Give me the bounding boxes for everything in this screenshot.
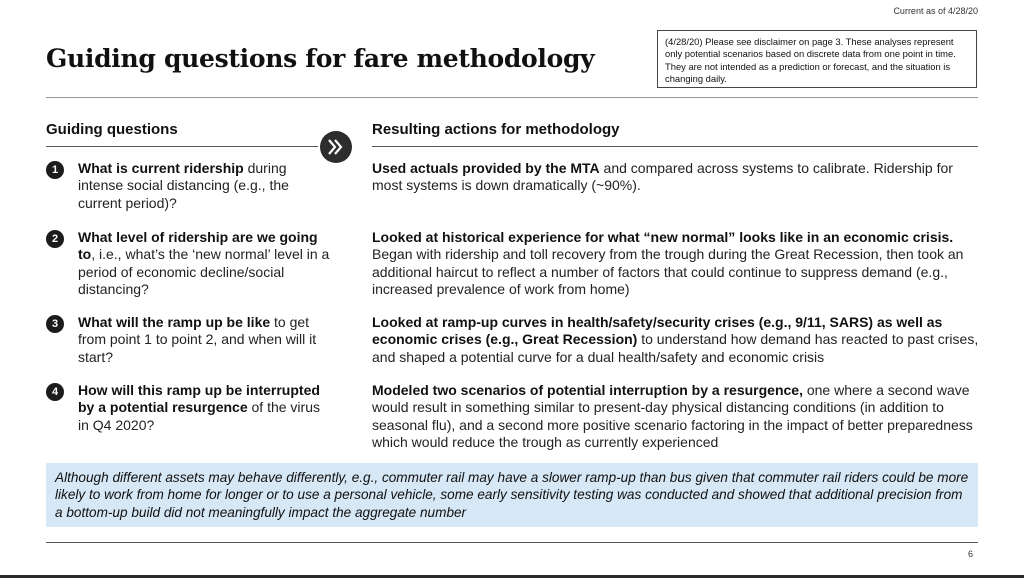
footer-divider xyxy=(46,542,978,543)
action-emphasis: Used actuals provided by the MTA xyxy=(372,160,600,176)
left-header-divider xyxy=(46,146,318,147)
action-detail: to understand how demand has reacted to past crises, and shaped a potential curve for a dual health/safety and economic crisis xyxy=(372,331,979,365)
number-badge: 2 xyxy=(46,230,64,248)
question-text xyxy=(78,160,333,212)
page-number: 6 xyxy=(968,549,974,559)
question-detail: , i.e., what’s the ‘new normal’ level in a period of economic decline/social distancing? xyxy=(78,246,330,298)
action-detail: and compared across systems to calibrate. Ridership for most systems is down dramatically (~90%). xyxy=(372,160,953,194)
chevron-double-right-icon xyxy=(320,131,352,163)
question-text xyxy=(78,229,333,299)
action-text xyxy=(372,382,984,452)
resulting-actions-header: Resulting actions for methodology xyxy=(372,121,620,138)
title-divider xyxy=(46,97,978,98)
question-text xyxy=(78,382,333,434)
action-detail: one where a second wave would result in something similar to present-day physical distancing conditions (in addition to seasonal flu), and a second more positive scenario factoring in the impact of better preparedness which would reduce the trough as currently experienced xyxy=(372,382,973,451)
question-text xyxy=(78,314,333,366)
action-detail: Began with ridership and toll recovery from the trough during the Great Recession, then took an additional haircut to reflect a number of factors that could continue to suppress demand (e.g., increased prevalence of work from home) xyxy=(372,246,964,298)
action-text xyxy=(372,314,984,366)
question-emphasis: How will this ramp up be interrupted by a potential resurgence xyxy=(78,382,320,416)
number-badge: 3 xyxy=(46,315,64,333)
question-detail: during intense social distancing (e.g., the current period)? xyxy=(78,160,289,211)
action-text xyxy=(372,229,984,299)
number-badge: 1 xyxy=(46,161,64,179)
action-emphasis: Modeled two scenarios of potential interruption by a resurgence, xyxy=(372,382,803,398)
action-text xyxy=(372,160,984,195)
action-emphasis: Looked at historical experience for what “new normal” looks like in an economic crisis. xyxy=(372,229,954,245)
question-detail: of the virus in Q4 2020? xyxy=(78,399,320,433)
sensitivity-note-box: Although different assets may behave differently, e.g., commuter rail may have a slower ramp-up than bus given that commuter rail riders could be more likely to work from home for longer or to use a personal vehicle, some early sensitivity testing was conducted and showed that additional precision from a bottom-up build did not meaningfully impact the aggregate number xyxy=(46,463,978,527)
question-emphasis: What is current ridership xyxy=(78,160,244,176)
guiding-questions-header: Guiding questions xyxy=(46,121,178,138)
page-title: Guiding questions for fare methodology xyxy=(46,44,595,73)
question-emphasis: What will the ramp up be like xyxy=(78,314,271,330)
question-detail: to get from point 1 to point 2, and when will it start? xyxy=(78,314,317,365)
right-header-divider xyxy=(372,146,978,147)
current-as-of-date: Current as of 4/28/20 xyxy=(893,6,978,16)
disclaimer-box: (4/28/20) Please see disclaimer on page 3. These analyses represent only potential scenarios based on discrete data from one point in time. They are not intended as a prediction or forecast, and the situation is changing daily. xyxy=(657,30,977,88)
action-emphasis: Looked at ramp-up curves in health/safety/security crises (e.g., 9/11, SARS) as well as economic crises (e.g., Great Recession) xyxy=(372,314,943,348)
question-emphasis: What level of ridership are we going to xyxy=(78,229,318,263)
number-badge: 4 xyxy=(46,383,64,401)
